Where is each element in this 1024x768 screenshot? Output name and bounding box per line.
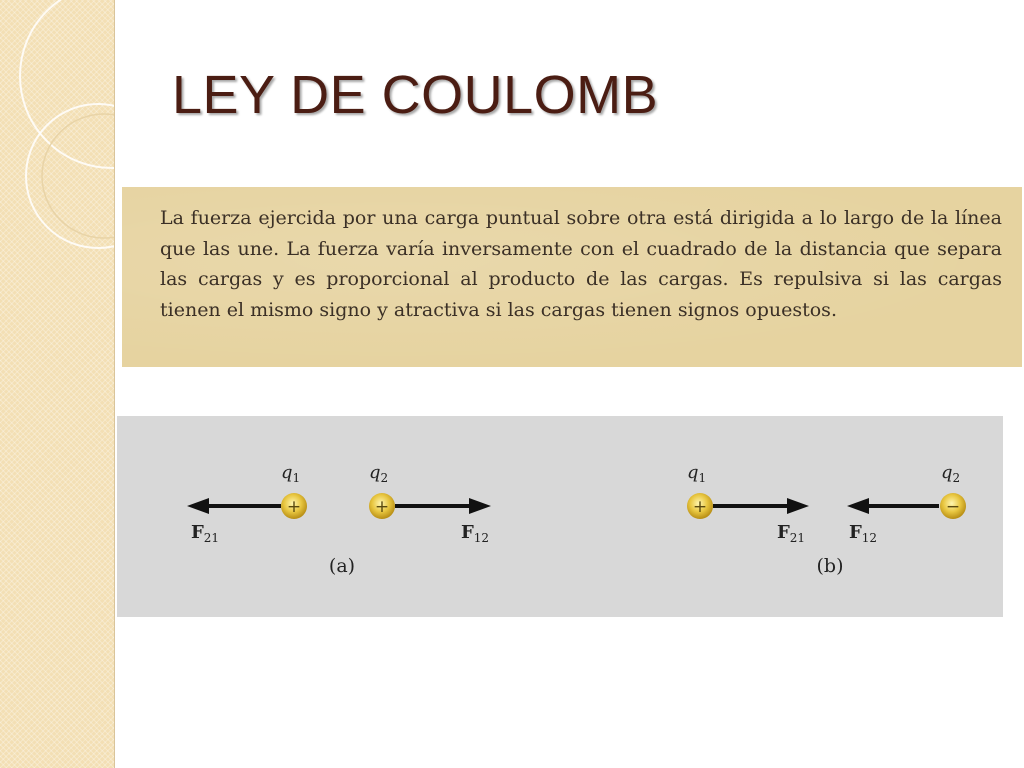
decorative-side-strip: [0, 0, 115, 768]
arrowhead-f12-b: [847, 498, 869, 514]
label-q1-b: $q_1$: [687, 462, 707, 485]
decorative-circles: [0, 0, 114, 768]
label-f12-b: $F_{12}$: [849, 522, 878, 545]
definition-text-panel: [122, 187, 1022, 367]
label-f12-a: $F_{12}$: [461, 522, 490, 545]
arrowhead-f21-a: [187, 498, 209, 514]
charge-sign-q2-b: −: [945, 497, 961, 517]
label-q1-a: $q_1$: [281, 462, 301, 485]
label-f21-b: $F_{21}$: [777, 522, 806, 545]
label-q2-b: $q_2$: [941, 462, 961, 485]
diagram-b: [687, 462, 966, 577]
diagram-a: [187, 462, 491, 577]
label-f21-a: $F_{21}$: [191, 522, 220, 545]
caption-b: (b): [816, 555, 844, 577]
charge-sign-q1-b: +: [692, 497, 708, 517]
arrowhead-f12-a: [469, 498, 491, 514]
label-q2-a: $q_2$: [369, 462, 389, 485]
caption-a: (a): [328, 555, 356, 577]
charge-sign-q1-a: +: [286, 497, 302, 517]
slide-title: LEY DE COULOMB: [172, 65, 659, 125]
arrowhead-f21-b: [787, 498, 809, 514]
charges-diagram: [117, 416, 1003, 617]
charges-diagram-panel: [117, 416, 1003, 617]
charge-sign-q2-a: +: [374, 497, 390, 517]
definition-paragraph: La fuerza ejercida por una carga puntual sobre otra está dirigida a lo largo de la línea que las une. La fuerza varía inversamente con el cuadrado de la distancia que separa las cargas y es proporcional al producto de las cargas. Es repulsiva si las cargas tienen el mismo signo y atractiva si las cargas tienen signos opuestos.: [160, 207, 1002, 321]
